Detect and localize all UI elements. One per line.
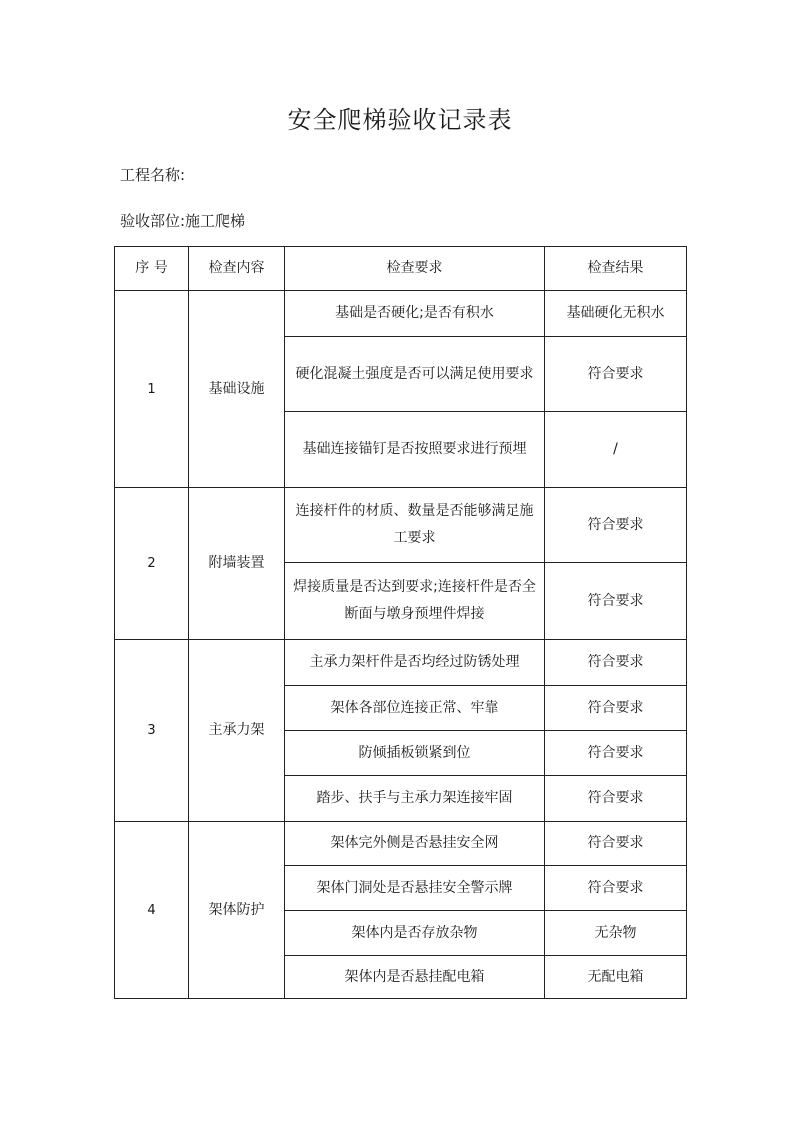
inspection-table — [114, 246, 687, 999]
group-content: 基础设施 — [189, 291, 285, 488]
group-number: 1 — [115, 291, 189, 488]
result-cell: 符合要求 — [545, 488, 687, 563]
result-cell: / — [545, 412, 687, 488]
table-row — [115, 822, 687, 866]
table-row — [115, 291, 687, 337]
result-cell: 符合要求 — [545, 866, 687, 911]
requirement-cell: 硬化混凝土强度是否可以满足使用要求 — [285, 337, 545, 412]
result-cell: 符合要求 — [545, 686, 687, 731]
requirement-cell: 连接杆件的材质、数量是否能够满足施工要求 — [285, 488, 545, 563]
requirement-cell: 防倾插板锁紧到位 — [285, 731, 545, 776]
group-number: 4 — [115, 822, 189, 999]
result-cell: 符合要求 — [545, 776, 687, 822]
requirement-cell: 主承力架杆件是否均经过防锈处理 — [285, 640, 545, 686]
acceptance-part-label: 验收部位:施工爬梯 — [120, 212, 246, 230]
result-cell: 无杂物 — [545, 911, 687, 956]
group-number: 2 — [115, 488, 189, 640]
requirement-cell: 焊接质量是否达到要求;连接杆件是否全断面与墩身预埋件焊接 — [285, 563, 545, 640]
table-header-row — [115, 247, 687, 291]
result-cell: 符合要求 — [545, 822, 687, 866]
requirement-cell: 架体内是否悬挂配电箱 — [285, 956, 545, 999]
requirement-cell: 基础连接锚钉是否按照要求进行预埋 — [285, 412, 545, 488]
header-content: 检查内容 — [189, 247, 285, 291]
result-cell: 符合要求 — [545, 337, 687, 412]
result-cell: 无配电箱 — [545, 956, 687, 999]
requirement-cell: 基础是否硬化;是否有积水 — [285, 291, 545, 337]
requirement-cell: 架体门洞处是否悬挂安全警示牌 — [285, 866, 545, 911]
page-title: 安全爬梯验收记录表 — [287, 106, 513, 134]
project-name-label: 工程名称: — [120, 166, 186, 184]
requirement-cell: 架体各部位连接正常、牢靠 — [285, 686, 545, 731]
group-content: 附墙装置 — [189, 488, 285, 640]
requirement-cell: 踏步、扶手与主承力架连接牢固 — [285, 776, 545, 822]
result-cell: 基础硬化无积水 — [545, 291, 687, 337]
table-row — [115, 640, 687, 686]
group-content: 架体防护 — [189, 822, 285, 999]
header-no: 序 号 — [115, 247, 189, 291]
header-result: 检查结果 — [545, 247, 687, 291]
header-requirement: 检查要求 — [285, 247, 545, 291]
result-cell: 符合要求 — [545, 731, 687, 776]
table-row — [115, 488, 687, 563]
requirement-cell: 架体完外侧是否悬挂安全网 — [285, 822, 545, 866]
group-number: 3 — [115, 640, 189, 822]
requirement-cell: 架体内是否存放杂物 — [285, 911, 545, 956]
result-cell: 符合要求 — [545, 563, 687, 640]
result-cell: 符合要求 — [545, 640, 687, 686]
group-content: 主承力架 — [189, 640, 285, 822]
